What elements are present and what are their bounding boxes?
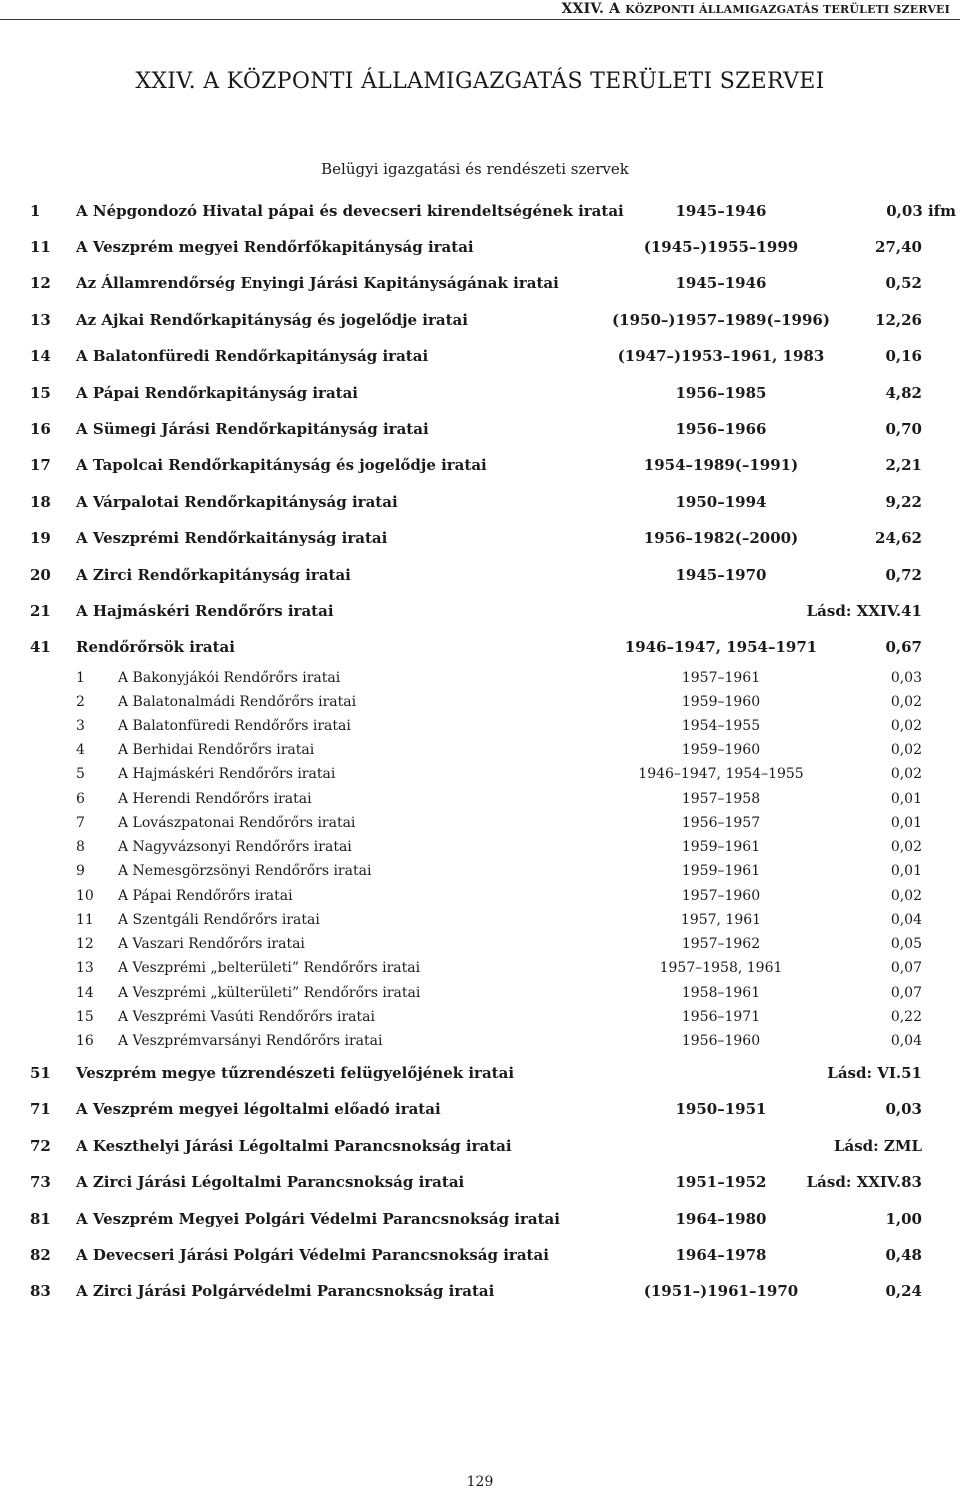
sub-row-size: 0,02	[890, 694, 922, 710]
sub-row-number: 6	[76, 791, 85, 807]
table-row	[0, 454, 960, 476]
row-size: 0,16	[885, 347, 922, 365]
row-date: (1950–)1957–1989(–1996)	[612, 311, 830, 329]
row-number: 11	[30, 238, 51, 256]
table-row	[0, 309, 960, 331]
row-size: 0,03	[885, 1100, 922, 1118]
table-row	[0, 236, 960, 258]
table-row	[0, 564, 960, 586]
row-title: A Zirci Rendőrkapitányság iratai	[76, 566, 351, 584]
sub-row-size: 0,07	[890, 960, 922, 976]
row-title: Az Államrendőrség Enyingi Járási Kapitányságának iratai	[76, 274, 559, 292]
sub-row-title: A Bakonyjákói Rendőrőrs iratai	[118, 670, 341, 686]
row-title: A Veszprém megyei légoltalmi előadó iratai	[76, 1100, 441, 1118]
sub-row	[0, 716, 960, 736]
table-row	[0, 1244, 960, 1266]
row-title: A Sümegi Járási Rendőrkapitányság iratai	[76, 420, 429, 438]
sub-row-title: A Nemesgörzsönyi Rendőrőrs iratai	[118, 863, 372, 879]
row-cross-reference: Lásd: VI.51	[827, 1064, 922, 1082]
row-number: 72	[30, 1137, 51, 1155]
sub-row	[0, 692, 960, 712]
sub-row-date: 1959–1961	[681, 863, 761, 879]
sub-row	[0, 813, 960, 833]
sub-row-size: 0,05	[890, 936, 922, 952]
row-date: 1951–1952	[675, 1173, 767, 1191]
sub-row-title: A Szentgáli Rendőrőrs iratai	[118, 912, 320, 928]
table-row	[0, 1098, 960, 1120]
row-number: 16	[30, 420, 51, 438]
row-date: 1964–1978	[675, 1246, 767, 1264]
sub-row-number: 3	[76, 718, 85, 734]
row-size: 4,82	[885, 384, 922, 402]
sub-row-title: A Veszprémi „külterületi” Rendőrőrs iratai	[118, 985, 421, 1001]
sub-row	[0, 837, 960, 857]
sub-row-date: 1956–1971	[681, 1009, 761, 1025]
row-size: 0,70	[885, 420, 922, 438]
sub-row-size: 0,02	[890, 766, 922, 782]
sub-row-size: 0,07	[890, 985, 922, 1001]
sub-row-date: 1958–1961	[681, 985, 761, 1001]
table-row	[0, 1208, 960, 1230]
row-number: 18	[30, 493, 51, 511]
row-date: 1956–1985	[675, 384, 767, 402]
row-number: 73	[30, 1173, 51, 1191]
sub-row-title: A Veszprémvarsányi Rendőrőrs iratai	[118, 1033, 383, 1049]
row-number: 83	[30, 1282, 51, 1300]
row-date: (1951–)1961–1970	[643, 1282, 799, 1300]
sub-row	[0, 958, 960, 978]
row-title: A Pápai Rendőrkapitányság iratai	[76, 384, 359, 402]
sub-row-date: 1959–1960	[681, 694, 761, 710]
sub-row-number: 7	[76, 815, 85, 831]
row-size: 0,72	[885, 566, 922, 584]
sub-row-size: 0,01	[890, 863, 922, 879]
sub-row-size: 0,02	[890, 718, 922, 734]
sub-row-size: 0,22	[890, 1009, 922, 1025]
sub-row-size: 0,03	[890, 670, 922, 686]
row-number: 1	[30, 202, 41, 220]
sub-row	[0, 910, 960, 930]
row-title: A Tapolcai Rendőrkapitányság és jogelődje iratai	[76, 456, 487, 474]
row-size: 9,22	[885, 493, 922, 511]
sub-row	[0, 668, 960, 688]
sub-row-title: A Lovászpatonai Rendőrőrs iratai	[118, 815, 356, 831]
sub-row	[0, 934, 960, 954]
row-title: A Veszprém Megyei Polgári Védelmi Parancsnokság iratai	[76, 1210, 560, 1228]
table-row	[0, 527, 960, 549]
sub-row-number: 2	[76, 694, 85, 710]
row-title: A Keszthelyi Járási Légoltalmi Parancsnokság iratai	[76, 1137, 512, 1155]
row-number: 17	[30, 456, 51, 474]
header-rule	[0, 19, 960, 20]
row-size: 0,48	[885, 1246, 922, 1264]
row-size: 1,00	[885, 1210, 922, 1228]
running-head-rest: KÖZPONTI ÁLLAMIGAZGATÁS TERÜLETI SZERVEI	[625, 3, 950, 16]
row-number: 12	[30, 274, 51, 292]
row-date: 1950–1951	[675, 1100, 767, 1118]
sub-row-number: 8	[76, 839, 85, 855]
sub-row-number: 1	[76, 670, 85, 686]
table-row	[0, 600, 960, 622]
row-date: 1954–1989(–1991)	[643, 456, 799, 474]
row-number: 21	[30, 602, 51, 620]
row-date: 1946–1947, 1954–1971	[624, 638, 818, 656]
row-title: Rendőrőrsök iratai	[76, 638, 235, 656]
row-title: Veszprém megye tűzrendészeti felügyelőjének iratai	[76, 1064, 515, 1082]
sub-row-date: 1956–1957	[681, 815, 761, 831]
sub-row-title: A Balatonalmádi Rendőrőrs iratai	[118, 694, 357, 710]
row-size: 0,24	[885, 1282, 922, 1300]
sub-row-number: 16	[76, 1033, 94, 1049]
sub-row-size: 0,02	[890, 742, 922, 758]
row-title: Az Ajkai Rendőrkapitányság és jogelődje iratai	[76, 311, 468, 329]
row-date: 1945–1946	[675, 274, 767, 292]
table-row	[0, 1135, 960, 1157]
row-number: 19	[30, 529, 51, 547]
section-title: Belügyi igazgatási és rendészeti szervek	[321, 160, 629, 178]
row-title: A Hajmáskéri Rendőrőrs iratai	[76, 602, 334, 620]
row-cross-reference: Lásd: XXIV.41	[806, 602, 922, 620]
table-row	[0, 1062, 960, 1084]
row-title: A Veszprémi Rendőrkaitányság iratai	[76, 529, 388, 547]
sub-row-number: 5	[76, 766, 85, 782]
row-size: 2,21	[885, 456, 922, 474]
sub-row	[0, 764, 960, 784]
sub-row	[0, 861, 960, 881]
table-row	[0, 272, 960, 294]
table-row	[0, 1171, 960, 1193]
row-number: 81	[30, 1210, 51, 1228]
row-number: 15	[30, 384, 51, 402]
row-size: 0,52	[885, 274, 922, 292]
sub-row	[0, 886, 960, 906]
running-head-lead: XXIV. A	[561, 1, 621, 17]
sub-row-date: 1956–1960	[681, 1033, 761, 1049]
row-size: 24,62	[875, 529, 922, 547]
table-row	[0, 345, 960, 367]
sub-row-size: 0,01	[890, 815, 922, 831]
sub-row-size: 0,02	[890, 839, 922, 855]
sub-row	[0, 1031, 960, 1051]
row-title: A Devecseri Járási Polgári Védelmi Parancsnokság iratai	[76, 1246, 549, 1264]
page-number: 129	[466, 1474, 494, 1490]
sub-row-number: 12	[76, 936, 94, 952]
row-size: 27,40	[875, 238, 922, 256]
sub-row-date: 1957–1961	[681, 670, 761, 686]
sub-row-date: 1957–1960	[681, 888, 761, 904]
row-date: 1964–1980	[675, 1210, 767, 1228]
row-date: 1945–1946	[675, 202, 767, 220]
row-number: 71	[30, 1100, 51, 1118]
row-title: A Zirci Járási Légoltalmi Parancsnokság iratai	[76, 1173, 465, 1191]
sub-row-date: 1959–1960	[681, 742, 761, 758]
row-number: 41	[30, 638, 51, 656]
sub-row-title: A Nagyvázsonyi Rendőrőrs iratai	[118, 839, 352, 855]
sub-row-title: A Pápai Rendőrőrs iratai	[118, 888, 293, 904]
row-title: A Balatonfüredi Rendőrkapitányság iratai	[76, 347, 429, 365]
sub-row-size: 0,02	[890, 888, 922, 904]
row-number: 51	[30, 1064, 51, 1082]
sub-row-title: A Balatonfüredi Rendőrőrs iratai	[118, 718, 351, 734]
sub-row-number: 11	[76, 912, 94, 928]
sub-row-number: 10	[76, 888, 94, 904]
table-row	[0, 491, 960, 513]
row-title: A Zirci Járási Polgárvédelmi Parancsnokság iratai	[76, 1282, 495, 1300]
sub-row-date: 1957–1962	[681, 936, 761, 952]
sub-row-date: 1957–1958, 1961	[659, 960, 783, 976]
sub-row-size: 0,04	[890, 912, 922, 928]
row-date: (1945–)1955–1999	[643, 238, 799, 256]
row-date: 1956–1966	[675, 420, 767, 438]
row-title: A Várpalotai Rendőrkapitányság iratai	[76, 493, 398, 511]
sub-row	[0, 789, 960, 809]
row-cross-reference: Lásd: XXIV.83	[806, 1173, 922, 1191]
row-size: 0,67	[885, 638, 922, 656]
row-number: 82	[30, 1246, 51, 1264]
sub-row-title: A Berhidai Rendőrőrs iratai	[118, 742, 315, 758]
chapter-title: XXIV. A KÖZPONTI ÁLLAMIGAZGATÁS TERÜLETI SZERVEI	[135, 69, 825, 94]
row-number: 14	[30, 347, 51, 365]
sub-row-date: 1957, 1961	[680, 912, 762, 928]
running-head	[561, 0, 950, 18]
sub-row	[0, 983, 960, 1003]
sub-row-size: 0,01	[890, 791, 922, 807]
row-date: 1945–1970	[675, 566, 767, 584]
sub-row-title: A Veszprémi Vasúti Rendőrőrs iratai	[118, 1009, 375, 1025]
row-title: A Veszprém megyei Rendőrfőkapitányság iratai	[76, 238, 474, 256]
table-row	[0, 418, 960, 440]
sub-row-number: 4	[76, 742, 85, 758]
sub-row-number: 9	[76, 863, 85, 879]
sub-row-date: 1946–1947, 1954–1955	[638, 766, 804, 782]
row-size: 0,03 ifm	[886, 202, 956, 220]
row-title: A Népgondozó Hivatal pápai és devecseri kirendeltségének iratai	[76, 202, 624, 220]
sub-row-number: 14	[76, 985, 94, 1001]
sub-row-title: A Vaszari Rendőrőrs iratai	[118, 936, 305, 952]
row-number: 13	[30, 311, 51, 329]
sub-row	[0, 740, 960, 760]
sub-row-date: 1954–1955	[681, 718, 761, 734]
table-row	[0, 636, 960, 658]
sub-row-date: 1959–1961	[681, 839, 761, 855]
table-row	[0, 200, 960, 222]
table-row	[0, 382, 960, 404]
sub-row-title: A Veszprémi „belterületi” Rendőrőrs iratai	[118, 960, 421, 976]
sub-row-size: 0,04	[890, 1033, 922, 1049]
row-date: 1956–1982(–2000)	[643, 529, 799, 547]
row-number: 20	[30, 566, 51, 584]
sub-row-date: 1957–1958	[681, 791, 761, 807]
row-size: 12,26	[875, 311, 922, 329]
row-date: 1950–1994	[675, 493, 767, 511]
sub-row	[0, 1007, 960, 1027]
sub-row-title: A Hajmáskéri Rendőrőrs iratai	[118, 766, 336, 782]
sub-row-title: A Herendi Rendőrőrs iratai	[118, 791, 312, 807]
sub-row-number: 15	[76, 1009, 94, 1025]
table-row	[0, 1280, 960, 1302]
sub-row-number: 13	[76, 960, 94, 976]
row-cross-reference: Lásd: ZML	[833, 1137, 922, 1155]
row-date: (1947–)1953–1961, 1983	[617, 347, 825, 365]
